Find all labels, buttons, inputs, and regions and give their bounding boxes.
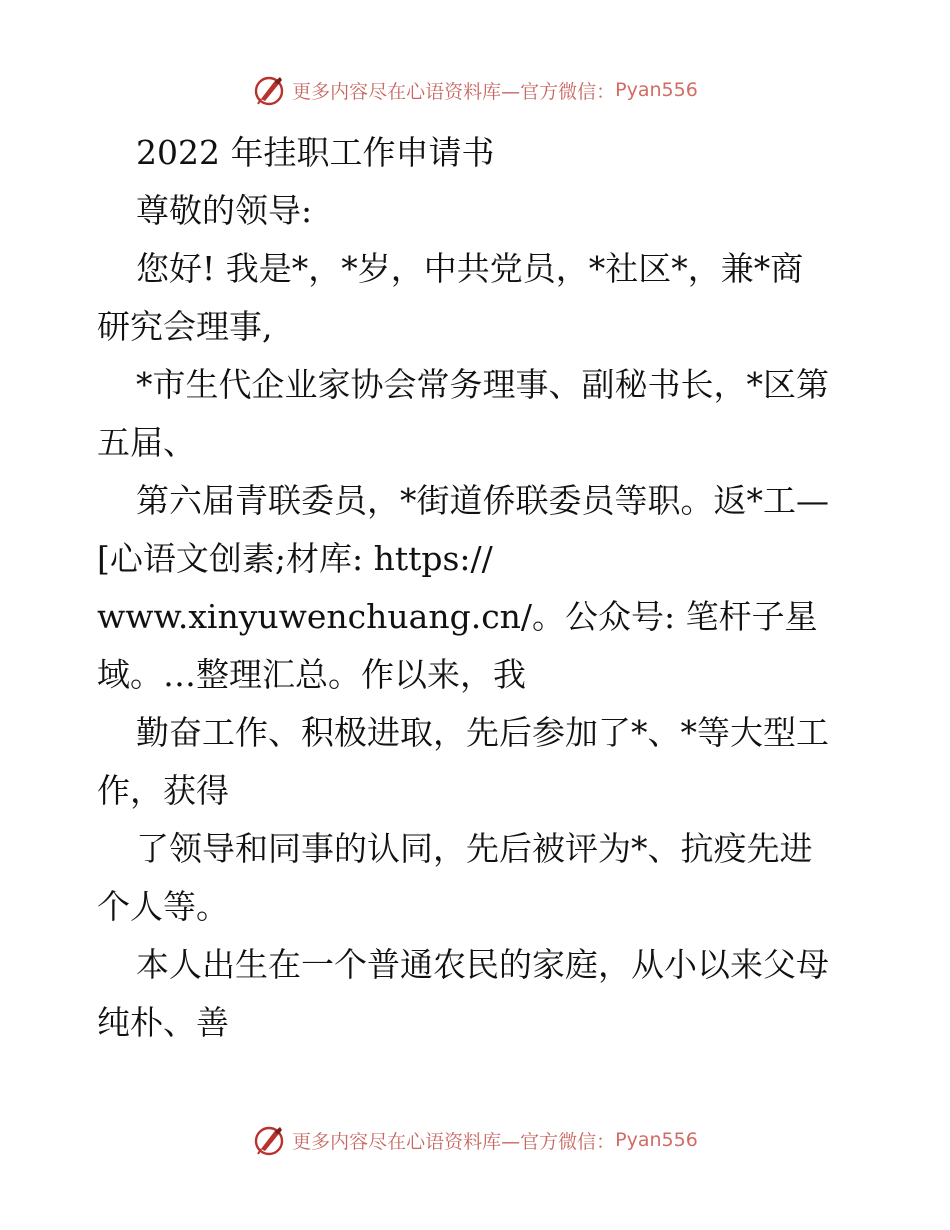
wechat-id: Pyan556 — [615, 1129, 698, 1151]
paragraph-line: 您好! 我是*，*岁，中共党员，*社区*，兼*商 — [136, 249, 804, 288]
paragraph-line: www.xinyuwenchuang.cn/。公众号: 笔杆子星 — [97, 597, 818, 636]
paragraph-line: 个人等。 — [97, 887, 229, 926]
paragraph-line: 域。…整理汇总。作以来，我 — [97, 655, 526, 694]
quill-pen-logo-icon — [252, 1123, 286, 1157]
paragraph-line: 五届、 — [97, 423, 196, 462]
paragraph-line: [心语文创素;材库: https:// — [97, 539, 493, 578]
paragraph-line: 勤奋工作、积极进取，先后参加了*、*等大型工 — [136, 713, 829, 752]
paragraph-line: 研究会理事, — [97, 307, 273, 346]
paragraph-line: 了领导和同事的认同，先后被评为*、抗疫先进 — [136, 829, 813, 868]
salutation: 尊敬的领导: — [136, 191, 313, 230]
watermark-text: 更多内容尽在心语资料库—官方微信： — [292, 80, 616, 103]
footer-watermark — [0, 1122, 950, 1158]
paragraph-line: 本人出生在一个普通农民的家庭，从小以来父母 — [136, 945, 829, 984]
document-body — [97, 124, 857, 1052]
paragraph-line: 纯朴、善 — [97, 1003, 229, 1042]
header-watermark — [0, 72, 950, 108]
paragraph-line: *市生代企业家协会常务理事、副秘书长，*区第 — [136, 365, 829, 404]
document-title: 2022 年挂职工作申请书 — [136, 133, 495, 172]
watermark-text: 更多内容尽在心语资料库—官方微信： — [292, 1130, 616, 1153]
wechat-id: Pyan556 — [615, 79, 698, 101]
quill-pen-logo-icon — [252, 73, 286, 107]
paragraph-line: 第六届青联委员，*街道侨联委员等职。返*工— — [136, 481, 829, 520]
paragraph-line: 作，获得 — [97, 771, 229, 810]
